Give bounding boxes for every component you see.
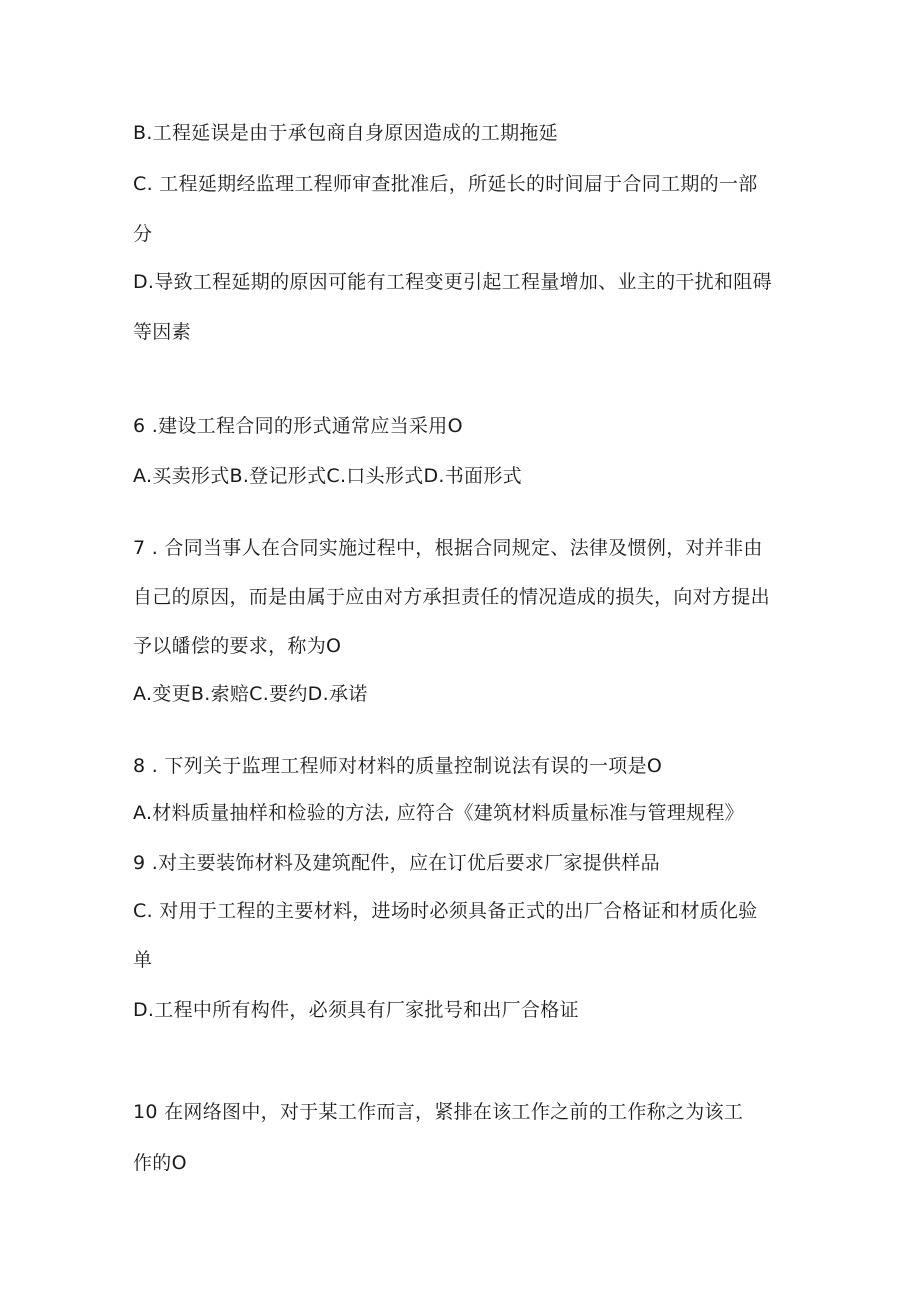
option-c-q8-line2: 单 — [133, 949, 153, 971]
option-c-q5-line1: C. 工程延期经监理工程师审查批准后，所延长的时间屇于合同工期的一部 — [133, 173, 758, 195]
question-7-line3: 予以皤偿的要求，称为O — [133, 635, 342, 657]
question-7-line1: 7 . 合同当事人在合同实施过程中，根据合同规定、法律及惯例，对并非由 — [133, 537, 763, 559]
question-10-line2: 作的O — [133, 1152, 187, 1174]
options-q6: A.买卖形式B.登记形式C.口头形式D.书面形式 — [133, 465, 522, 487]
option-c-q5-line2: 分 — [133, 223, 153, 245]
question-10-line1: 10 在网络图中，对于某工作而言，紧排在该工作之前的工作称之为该工 — [133, 1101, 744, 1123]
question-7-line2: 自己的原因，而是由属于应由对方承担责任的情况造成的损失，向对方提出 — [133, 586, 770, 608]
option-b-q5: B.工程延误是由于承包商自身原因造成的工期拖延 — [133, 122, 558, 144]
question-8: 8 . 下列关于监理工程师对材料的质量控制说法有误的一项是O — [133, 755, 663, 777]
option-d-q8: D.工程中所有构件，必须具有厂家批号和出厂合格证 — [133, 999, 579, 1021]
option-d-q5-line2: 等因素 — [133, 321, 191, 343]
options-q7: A.变更B.索赔C.要约D.承诺 — [133, 683, 368, 705]
option-c-q8-line1: C. 对用于工程的主要材料，进场时必须具备正式的出厂合格证和材质化验 — [133, 900, 758, 922]
option-b-q8: 9 .对主要装饰材料及建筑配件，应在订优后要求厂家提供样品 — [133, 852, 660, 874]
question-6: 6 .建设工程合同的形式通常应当采用O — [133, 415, 463, 437]
option-d-q5-line1: D.导致工程延期的原因可能有工程变更引起工程量增加、业主的干扰和阻碍 — [133, 271, 772, 293]
option-a-q8: A.材料质量抽样和检验的方法, 应符合《建筑材料质量标准与管理规程》 — [133, 802, 744, 824]
